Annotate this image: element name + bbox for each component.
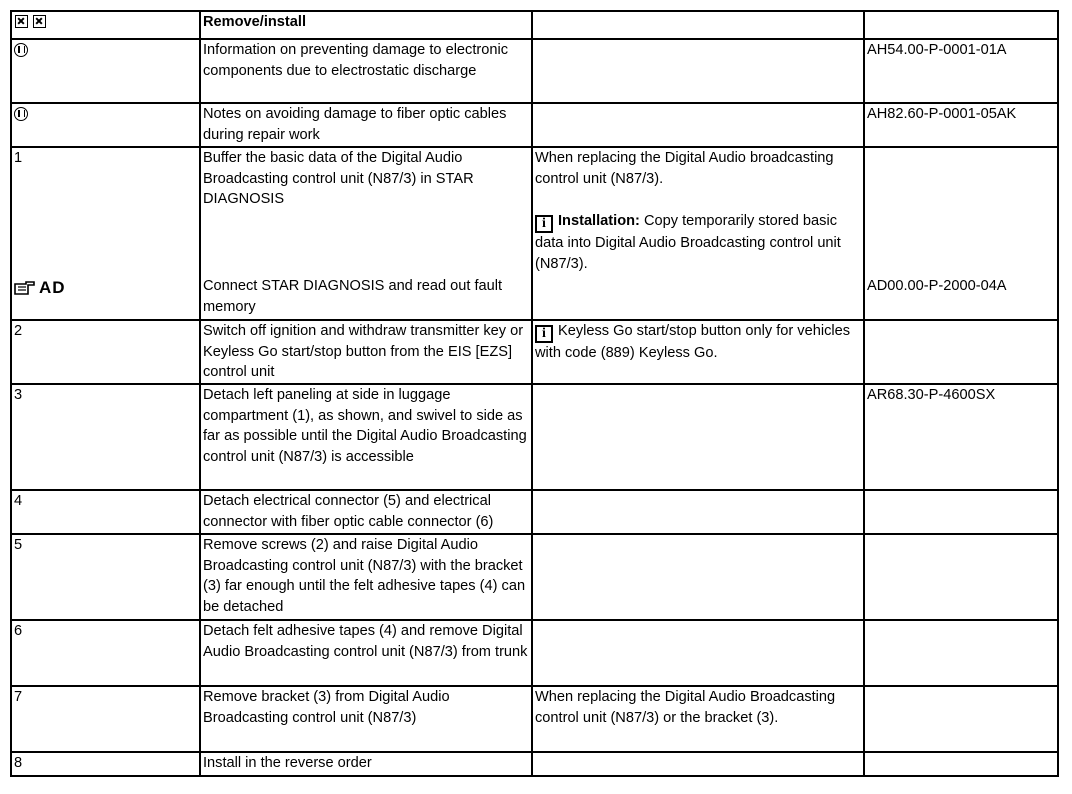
note-cell [532, 620, 864, 686]
note-cell [532, 752, 864, 776]
note-label: Installation: [558, 213, 640, 229]
table-row [11, 147, 1058, 320]
note-cell [532, 39, 864, 103]
collapse-icon[interactable] [33, 15, 46, 28]
step-text: Information on preventing damage to electronic components due to electrostatic discharge [200, 39, 532, 103]
reference-cell [864, 320, 1058, 384]
header-empty-cell [532, 11, 864, 39]
step-text: Buffer the basic data of the Digital Audio Broadcasting control unit (N87/3) in STAR DIAGNOSIS [203, 150, 474, 207]
step-number: 5 [11, 534, 200, 620]
reference-cell [864, 490, 1058, 534]
table-row [11, 490, 1058, 534]
step-text: Detach electrical connector (5) and electrical connector with fiber optic cable connector (6) [200, 490, 532, 534]
reference-cell [864, 147, 1058, 320]
note-cell [532, 384, 864, 490]
note-cell [532, 147, 864, 320]
step-text: Notes on avoiding damage to fiber optic cables during repair work [200, 103, 532, 147]
step-text: Detach left paneling at side in luggage compartment (1), as shown, and swivel to side as far as possible until the Digital Audio Broadcasting control unit (N87/3) is accessible [200, 384, 532, 490]
note-extra: Copy temporarily stored basic data into Digital Audio Broadcasting control unit (N87/3). [535, 213, 841, 272]
note-cell [532, 490, 864, 534]
step-number: 3 [11, 384, 200, 490]
step-number: 4 [11, 490, 200, 534]
step-number: 8 [11, 752, 200, 776]
table-row [11, 103, 1058, 147]
table-row [11, 620, 1058, 686]
reference-cell [864, 534, 1058, 620]
installation-note [535, 211, 861, 274]
step-text: Detach felt adhesive tapes (4) and remove Digital Audio Broadcasting control unit (N87/3) from trunk [200, 620, 532, 686]
reference-link[interactable]: AD00.00-P-2000-04A [867, 278, 1007, 294]
table-row [11, 752, 1058, 776]
star-diagnosis-icon [14, 278, 66, 299]
reference-cell [864, 620, 1058, 686]
expand-icon[interactable] [15, 15, 28, 28]
step-cell [11, 39, 200, 103]
step-cell [11, 147, 200, 320]
note-cell [532, 320, 864, 384]
step-number: 1 [14, 150, 23, 166]
warning-icon [14, 107, 28, 121]
step-cell [11, 103, 200, 147]
table-row [11, 39, 1058, 103]
pointing-hand-icon [14, 280, 36, 296]
step-text: Switch off ignition and withdraw transmitter key or Keyless Go start/stop button from the EIS [EZS] control unit [200, 320, 532, 384]
note-text: Keyless Go start/stop button only for vehicles with code (889) Keyless Go. [535, 323, 851, 361]
note-cell [532, 534, 864, 620]
note-text: When replacing the Digital Audio broadcasting control unit (N87/3). [535, 150, 834, 187]
table-row [11, 534, 1058, 620]
table-row [11, 320, 1058, 384]
header-title: Remove/install [200, 11, 532, 39]
info-icon: i [535, 325, 553, 343]
note-cell [532, 103, 864, 147]
info-icon: i [535, 215, 553, 233]
header-empty-cell [864, 11, 1058, 39]
warning-icon [14, 43, 28, 57]
reference-cell [864, 686, 1058, 752]
step-text: Remove screws (2) and raise Digital Audio Broadcasting control unit (N87/3) with the bracket (3) far enough until the felt adhesive tapes (4) can be detached [200, 534, 532, 620]
procedure-table [10, 10, 1059, 777]
star-diagnosis-label: AD [39, 278, 66, 297]
note-text: When replacing the Digital Audio Broadcasting control unit (N87/3) or the bracket (3). [532, 686, 864, 752]
step-text: Install in the reverse order [200, 752, 532, 776]
step-text: Remove bracket (3) from Digital Audio Broadcasting control unit (N87/3) [200, 686, 532, 752]
step-number: 7 [11, 686, 200, 752]
table-row [11, 686, 1058, 752]
reference-cell [864, 752, 1058, 776]
reference-link[interactable]: AH82.60-P-0001-05AK [864, 103, 1058, 147]
sub-step-text: Connect STAR DIAGNOSIS and read out fault memory [203, 278, 503, 315]
table-header-row [11, 11, 1058, 39]
step-number: 2 [11, 320, 200, 384]
header-icons-cell [11, 11, 200, 39]
reference-link[interactable]: AR68.30-P-4600SX [864, 384, 1058, 490]
table-row [11, 384, 1058, 490]
step-number: 6 [11, 620, 200, 686]
reference-link[interactable]: AH54.00-P-0001-01A [864, 39, 1058, 103]
step-text-cell [200, 147, 532, 320]
